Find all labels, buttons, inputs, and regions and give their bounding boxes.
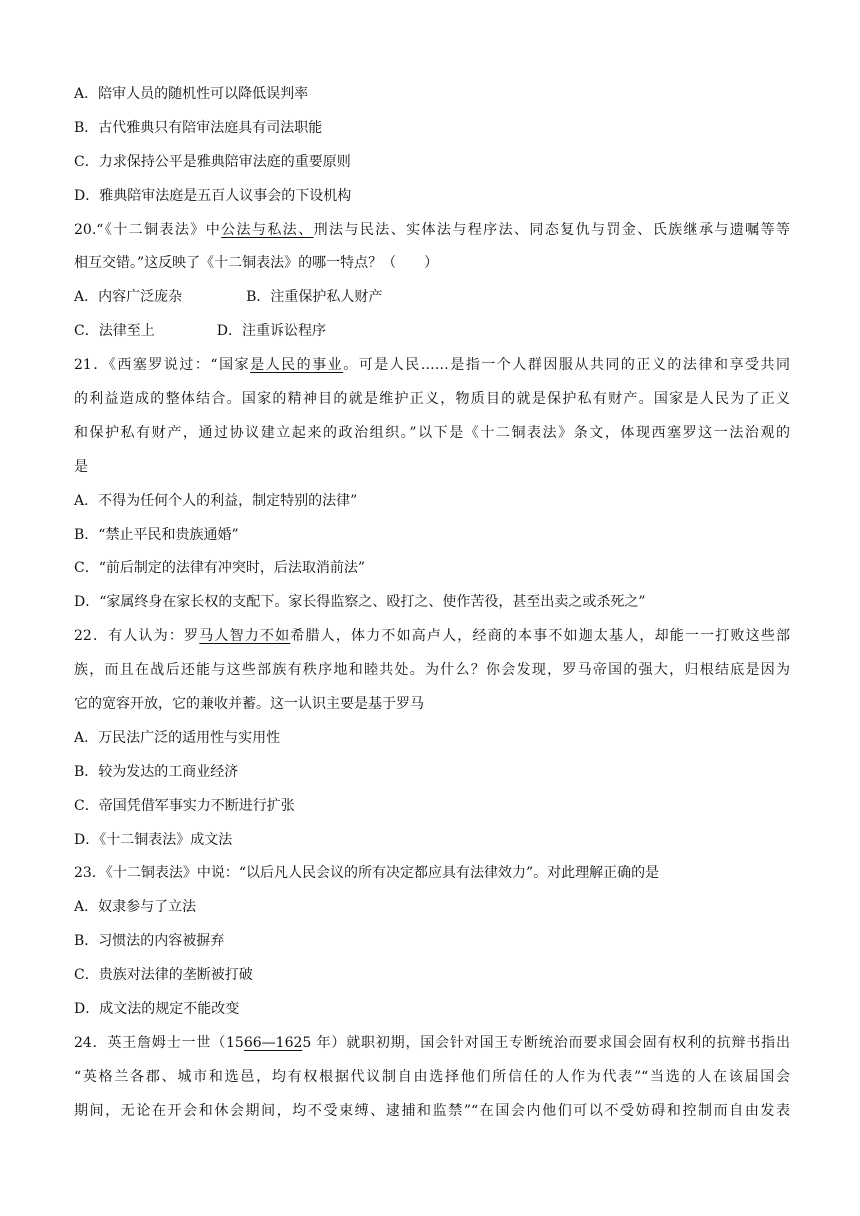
q23-option-a: A．奴隶参与了立法	[74, 899, 197, 916]
q22-stem-line-1	[74, 620, 790, 654]
q21-option-b: B．“禁止平民和贵族通婚”	[74, 526, 239, 543]
q21-stem-underlined: 是人民的事业	[250, 357, 344, 374]
q19-option-b: B．古代雅典只有陪审法庭具有司法职能	[74, 119, 323, 136]
q21-stem-line-3: 和保护私有财产，通过协议建立起来的政治组织。”以下是《十二铜表法》条文，体现西塞罗这一法治观的	[74, 424, 790, 441]
q21-stem-line-4: 是	[74, 458, 88, 475]
q23-option-c: C．贵族对法律的垄断被打破	[74, 967, 253, 984]
q22-stem-post: 希腊人，体力不如高卢人，经商的本事不如迦太基人，却能一一打败这些部	[290, 628, 790, 645]
q22-option-d: D．《十二铜表法》成文法	[74, 831, 233, 848]
q20-options-row-1	[74, 281, 790, 315]
q24-stem-post: 5 年）就职初期，国会针对国王专断统治而要求国会固有权利的抗辩书指出	[302, 1034, 790, 1051]
q22-option-a: A．万民法广泛的适用性与实用性	[74, 729, 281, 746]
q20-option-c: C．法律至上	[74, 323, 155, 340]
q21-stem-post: 。可是人民……是指一个人群因服从共同的正义的法律和享受共同	[343, 357, 790, 374]
q20-stem-pre: 20.“《十二铜表法》中	[74, 221, 222, 238]
q22-option-c: C．帝国凭借军事实力不断进行扩张	[74, 797, 295, 814]
q20-options-row-2	[74, 315, 790, 349]
q20-stem-post: 刑法与民法、实体法与程序法、同态复仇与罚金、氏族继承与遗嘱等等	[313, 221, 790, 238]
q21-option-d: D．“家属终身在家长权的支配下。家长得监察之、殴打之、使作苦役，甚至出卖之或杀死之”	[74, 594, 646, 611]
q22-stem-line-2: 族，而且在战后还能与这些部族有秩序地和睦共处。为什么？你会发现，罗马帝国的强大，归根结底是因为	[74, 662, 790, 679]
q23-option-d: D．成文法的规定不能改变	[74, 1001, 240, 1018]
q22-stem-pre: 22．有人认为：罗	[74, 628, 200, 645]
q24-stem-pre: 24．英王詹姆士一世（15	[74, 1034, 244, 1051]
q24-stem-line-1	[74, 1027, 790, 1061]
q20-stem-line-1	[74, 214, 790, 248]
q20-stem-underlined: 公法与私法、	[221, 221, 314, 238]
document-page	[74, 78, 790, 1129]
q24-stem-line-3: 期间，无论在开会和休会期间，均不受束缚、逮捕和监禁”“在国会内他们可以不受妨碍和控制而自由发表	[74, 1102, 790, 1119]
q24-stem-underlined: 66—162	[243, 1034, 303, 1051]
q24-stem-line-2: “英格兰各郡、城市和选邑，均有权根据代议制自由选择他们所信任的人作为代表”“当选的人在该届国会	[74, 1068, 790, 1085]
q23-stem-line-1: 23．《十二铜表法》中说：“以后凡人民会议的所有决定都应具有法律效力”。对此理解正确的是	[74, 865, 660, 882]
q21-stem-line-1	[74, 349, 790, 383]
q20-option-b: B．注重保护私人财产	[246, 289, 383, 306]
q21-stem-line-2: 的利益造成的整体结合。国家的精神目的就是维护正义，物质目的就是保护私有财产。国家是人民为了正义	[74, 391, 790, 408]
q19-option-d: D．雅典陪审法庭是五百人议事会的下设机构	[74, 187, 352, 204]
q22-stem-line-3: 它的宽容开放，它的兼收并蓄。这一认识主要是基于罗马	[74, 696, 424, 713]
q19-option-a: A．陪审人员的随机性可以降低误判率	[74, 86, 309, 102]
q20-option-a: A．内容广泛庞杂	[74, 289, 183, 306]
q19-option-c: C．力求保持公平是雅典陪审法庭的重要原则	[74, 153, 351, 170]
q22-option-b: B．较为发达的工商业经济	[74, 763, 239, 780]
q20-option-d: D．注重诉讼程序	[216, 323, 326, 340]
q20-stem-line-2: 相互交错。”这反映了《十二铜表法》的哪一特点？（ ）	[74, 255, 439, 272]
q23-option-b: B．习惯法的内容被摒弃	[74, 933, 225, 950]
q22-stem-underlined: 马人智力不如	[199, 628, 291, 645]
q21-option-a: A．不得为任何个人的利益，制定特别的法律”	[74, 492, 358, 509]
q21-stem-pre: 21．《西塞罗说过：“国家	[74, 357, 251, 374]
q21-option-c: C．“前后制定的法律有冲突时，后法取消前法”	[74, 560, 366, 577]
